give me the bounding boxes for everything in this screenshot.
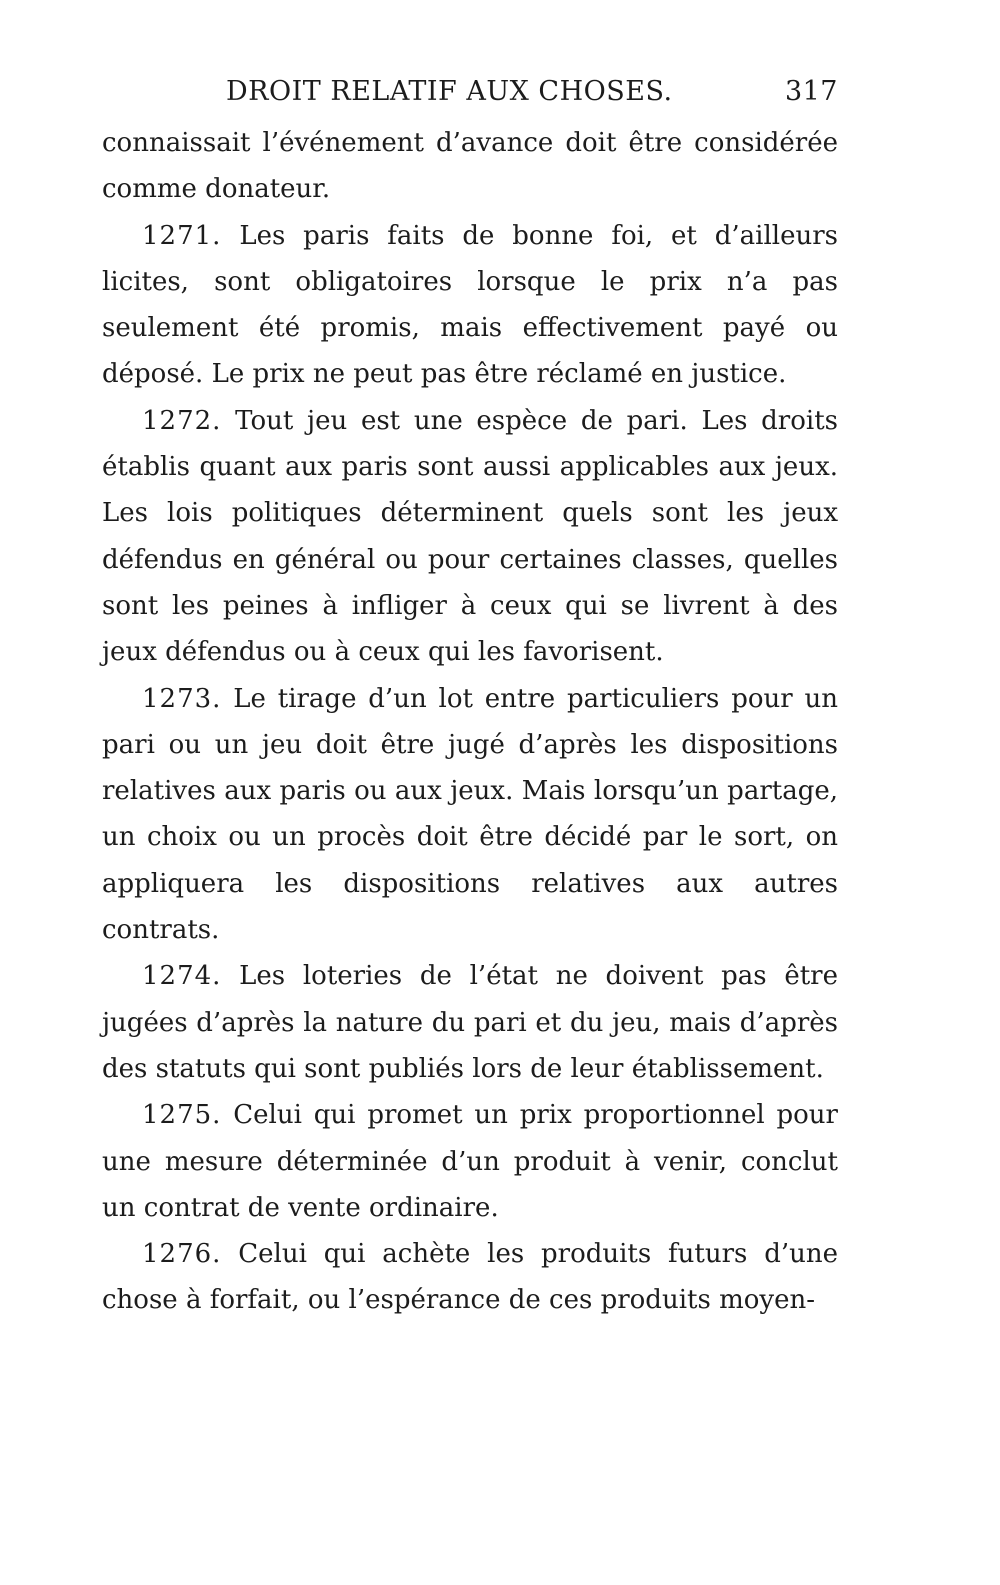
article-1275 <box>102 1092 838 1231</box>
article-1273 <box>102 676 838 954</box>
body-text <box>102 120 838 1324</box>
running-title: DROIT RELATIF AUX CHOSES. <box>226 76 673 107</box>
book-page <box>102 70 838 1324</box>
paragraph-text: connaissait l’événement d’avance doit être considérée comme donateur. <box>102 128 838 205</box>
paragraph-text: Celui qui promet un prix proportionnel pour une mesure déterminée d’un produit à venir, conclut un contrat de vente ordinaire. <box>102 1100 838 1223</box>
article-number: 1272. <box>142 405 222 436</box>
article-number: 1276. <box>142 1239 222 1270</box>
article-number: 1271. <box>142 220 222 251</box>
article-1274 <box>102 953 838 1092</box>
article-1276 <box>102 1231 838 1324</box>
paragraph-text: Le tirage d’un lot entre particuliers pour un pari ou un jeu doit être jugé d’après les dispositions relatives aux paris ou aux jeux. Mais lorsqu’un partage, un choix ou un procès doit être décidé par le sort, on appliquera les dispositions relatives aux autres contrats. <box>102 683 838 946</box>
paragraph-text: Les paris faits de bonne foi, et d’ailleurs licites, sont obligatoires lorsque le prix n’a pas seulement été promis, mais effectivement payé ou déposé. Le prix ne peut pas être réclamé en justice. <box>102 220 839 390</box>
paragraph-continuation <box>102 120 838 213</box>
article-number: 1275. <box>142 1100 222 1131</box>
article-number: 1273. <box>142 683 222 714</box>
page-number: 317 <box>784 76 838 107</box>
article-1271 <box>102 213 838 398</box>
article-number: 1274. <box>142 961 222 992</box>
paragraph-text: Les loteries de l’état ne doivent pas être jugées d’après la nature du pari et du jeu, mais d’après des statuts qui sont publiés lors de leur établissement. <box>102 961 838 1084</box>
article-1272 <box>102 398 838 676</box>
paragraph-text: Celui qui achète les produits futurs d’une chose à forfait, ou l’espérance de ces produits moyen- <box>102 1239 838 1316</box>
paragraph-text: Tout jeu est une espèce de pari. Les droits établis quant aux paris sont aussi applicables aux jeux. Les lois politiques déterminent quels sont les jeux défendus en général ou pour certaines classes, quelles sont les peines à infliger à ceux qui se livrent à des jeux défendus ou à ceux qui les favorisent. <box>102 405 838 668</box>
running-head <box>102 70 838 120</box>
